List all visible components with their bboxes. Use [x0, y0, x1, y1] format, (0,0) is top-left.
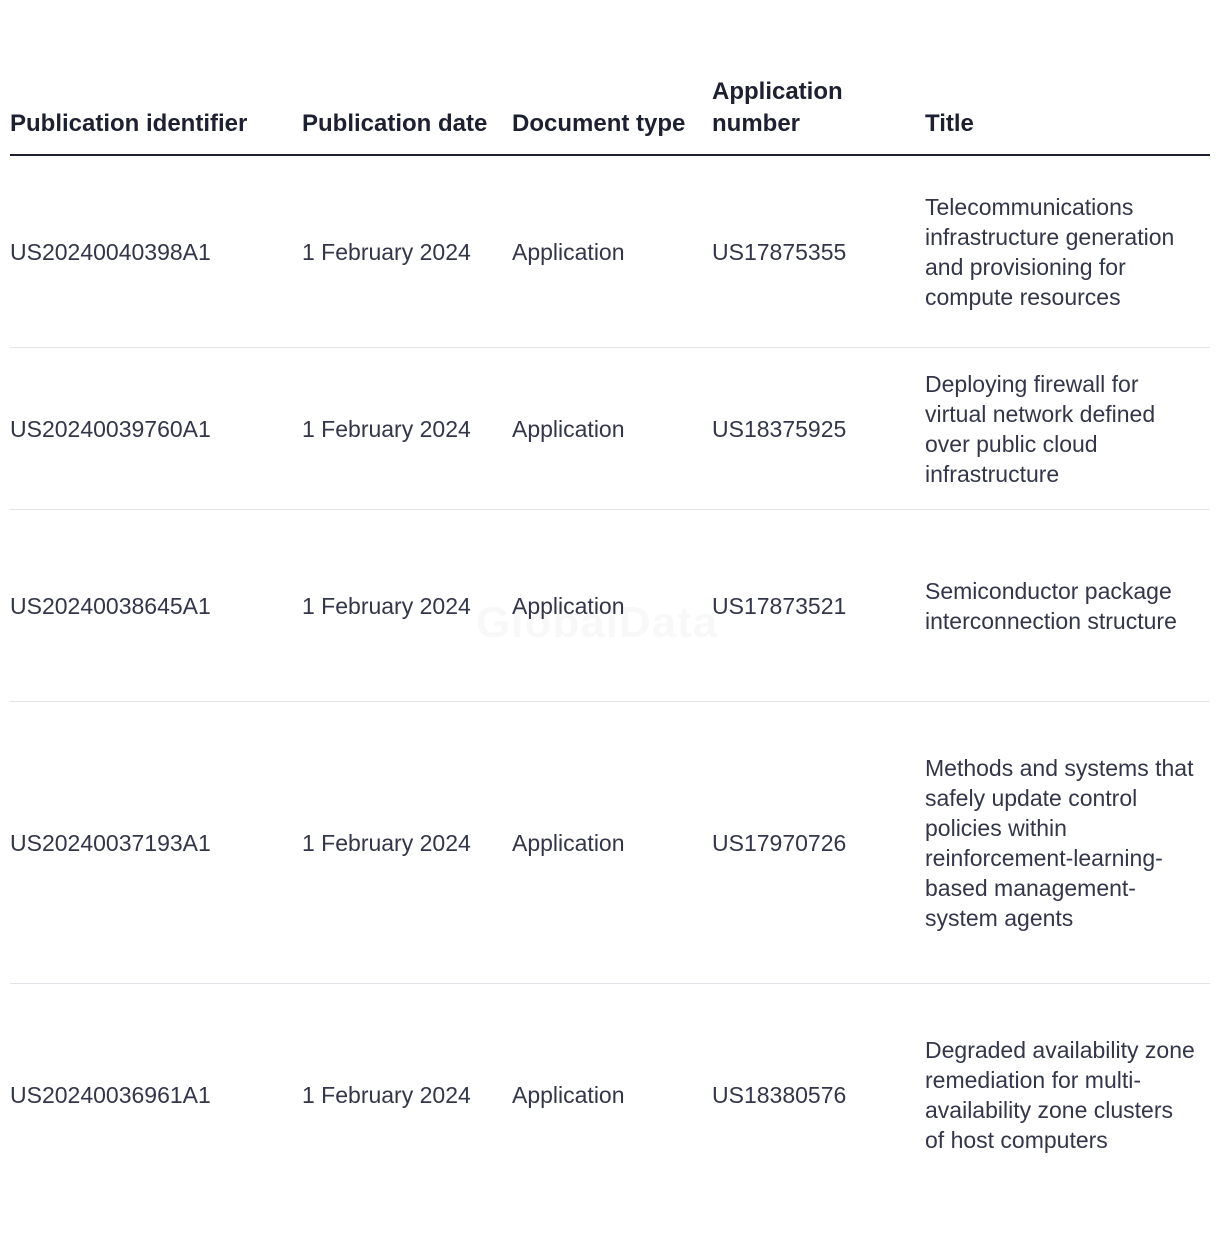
- publication-date-cell: 1 February 2024: [302, 155, 512, 348]
- title-cell: Telecommunications infrastructure generation and provisioning for compute resources: [925, 155, 1210, 348]
- publication-identifier-cell: US20240036961A1: [10, 1081, 211, 1108]
- patent-table-container: [10, 76, 1210, 1205]
- document-type-cell: Application: [512, 1081, 625, 1108]
- publication-date-cell: 1 February 2024: [302, 348, 512, 510]
- column-header-application-number: Application number: [712, 76, 925, 155]
- application-number-cell: US17875355: [712, 155, 925, 348]
- patent-table: [10, 76, 1210, 1205]
- table-row: [10, 510, 1210, 702]
- publication-identifier-cell: US20240038645A1: [10, 510, 302, 702]
- title-cell: Methods and systems that safely update control policies within reinforcement-learning-based management-system agents: [925, 702, 1210, 984]
- table-row: [10, 702, 1210, 984]
- column-header-document-type: Document type: [512, 76, 712, 155]
- document-type-cell: Application: [512, 702, 712, 984]
- title-cell: Degraded availability zone remediation for multi-availability zone clusters of host computers: [925, 1036, 1195, 1153]
- document-type-cell: Application: [512, 348, 712, 510]
- column-header-publication-date: Publication date: [302, 76, 512, 155]
- publication-date-cell: 1 February 2024: [302, 702, 512, 984]
- column-header-title: Title: [925, 76, 1210, 155]
- document-type-cell: Application: [512, 510, 712, 702]
- application-number-cell: US17970726: [712, 702, 925, 984]
- table-body: [10, 155, 1210, 1205]
- title-cell: Deploying firewall for virtual network defined over public cloud infrastructure: [925, 348, 1210, 510]
- publication-identifier-cell: US20240037193A1: [10, 702, 302, 984]
- publication-identifier-cell: US20240040398A1: [10, 155, 302, 348]
- table-header-row: [10, 76, 1210, 155]
- document-type-cell: Application: [512, 155, 712, 348]
- table-header: [10, 76, 1210, 155]
- title-cell: Semiconductor package interconnection structure: [925, 510, 1210, 702]
- publication-identifier-cell: US20240039760A1: [10, 348, 302, 510]
- table-row: [10, 984, 1210, 1206]
- publication-date-cell: 1 February 2024: [302, 1081, 471, 1108]
- application-number-cell: US18375925: [712, 348, 925, 510]
- publication-date-cell: 1 February 2024: [302, 510, 512, 702]
- column-header-publication-identifier: Publication identifier: [10, 76, 302, 155]
- table-row: [10, 348, 1210, 510]
- application-number-cell: US17873521: [712, 510, 925, 702]
- application-number-cell: US18380576: [712, 1081, 847, 1108]
- table-row: [10, 155, 1210, 348]
